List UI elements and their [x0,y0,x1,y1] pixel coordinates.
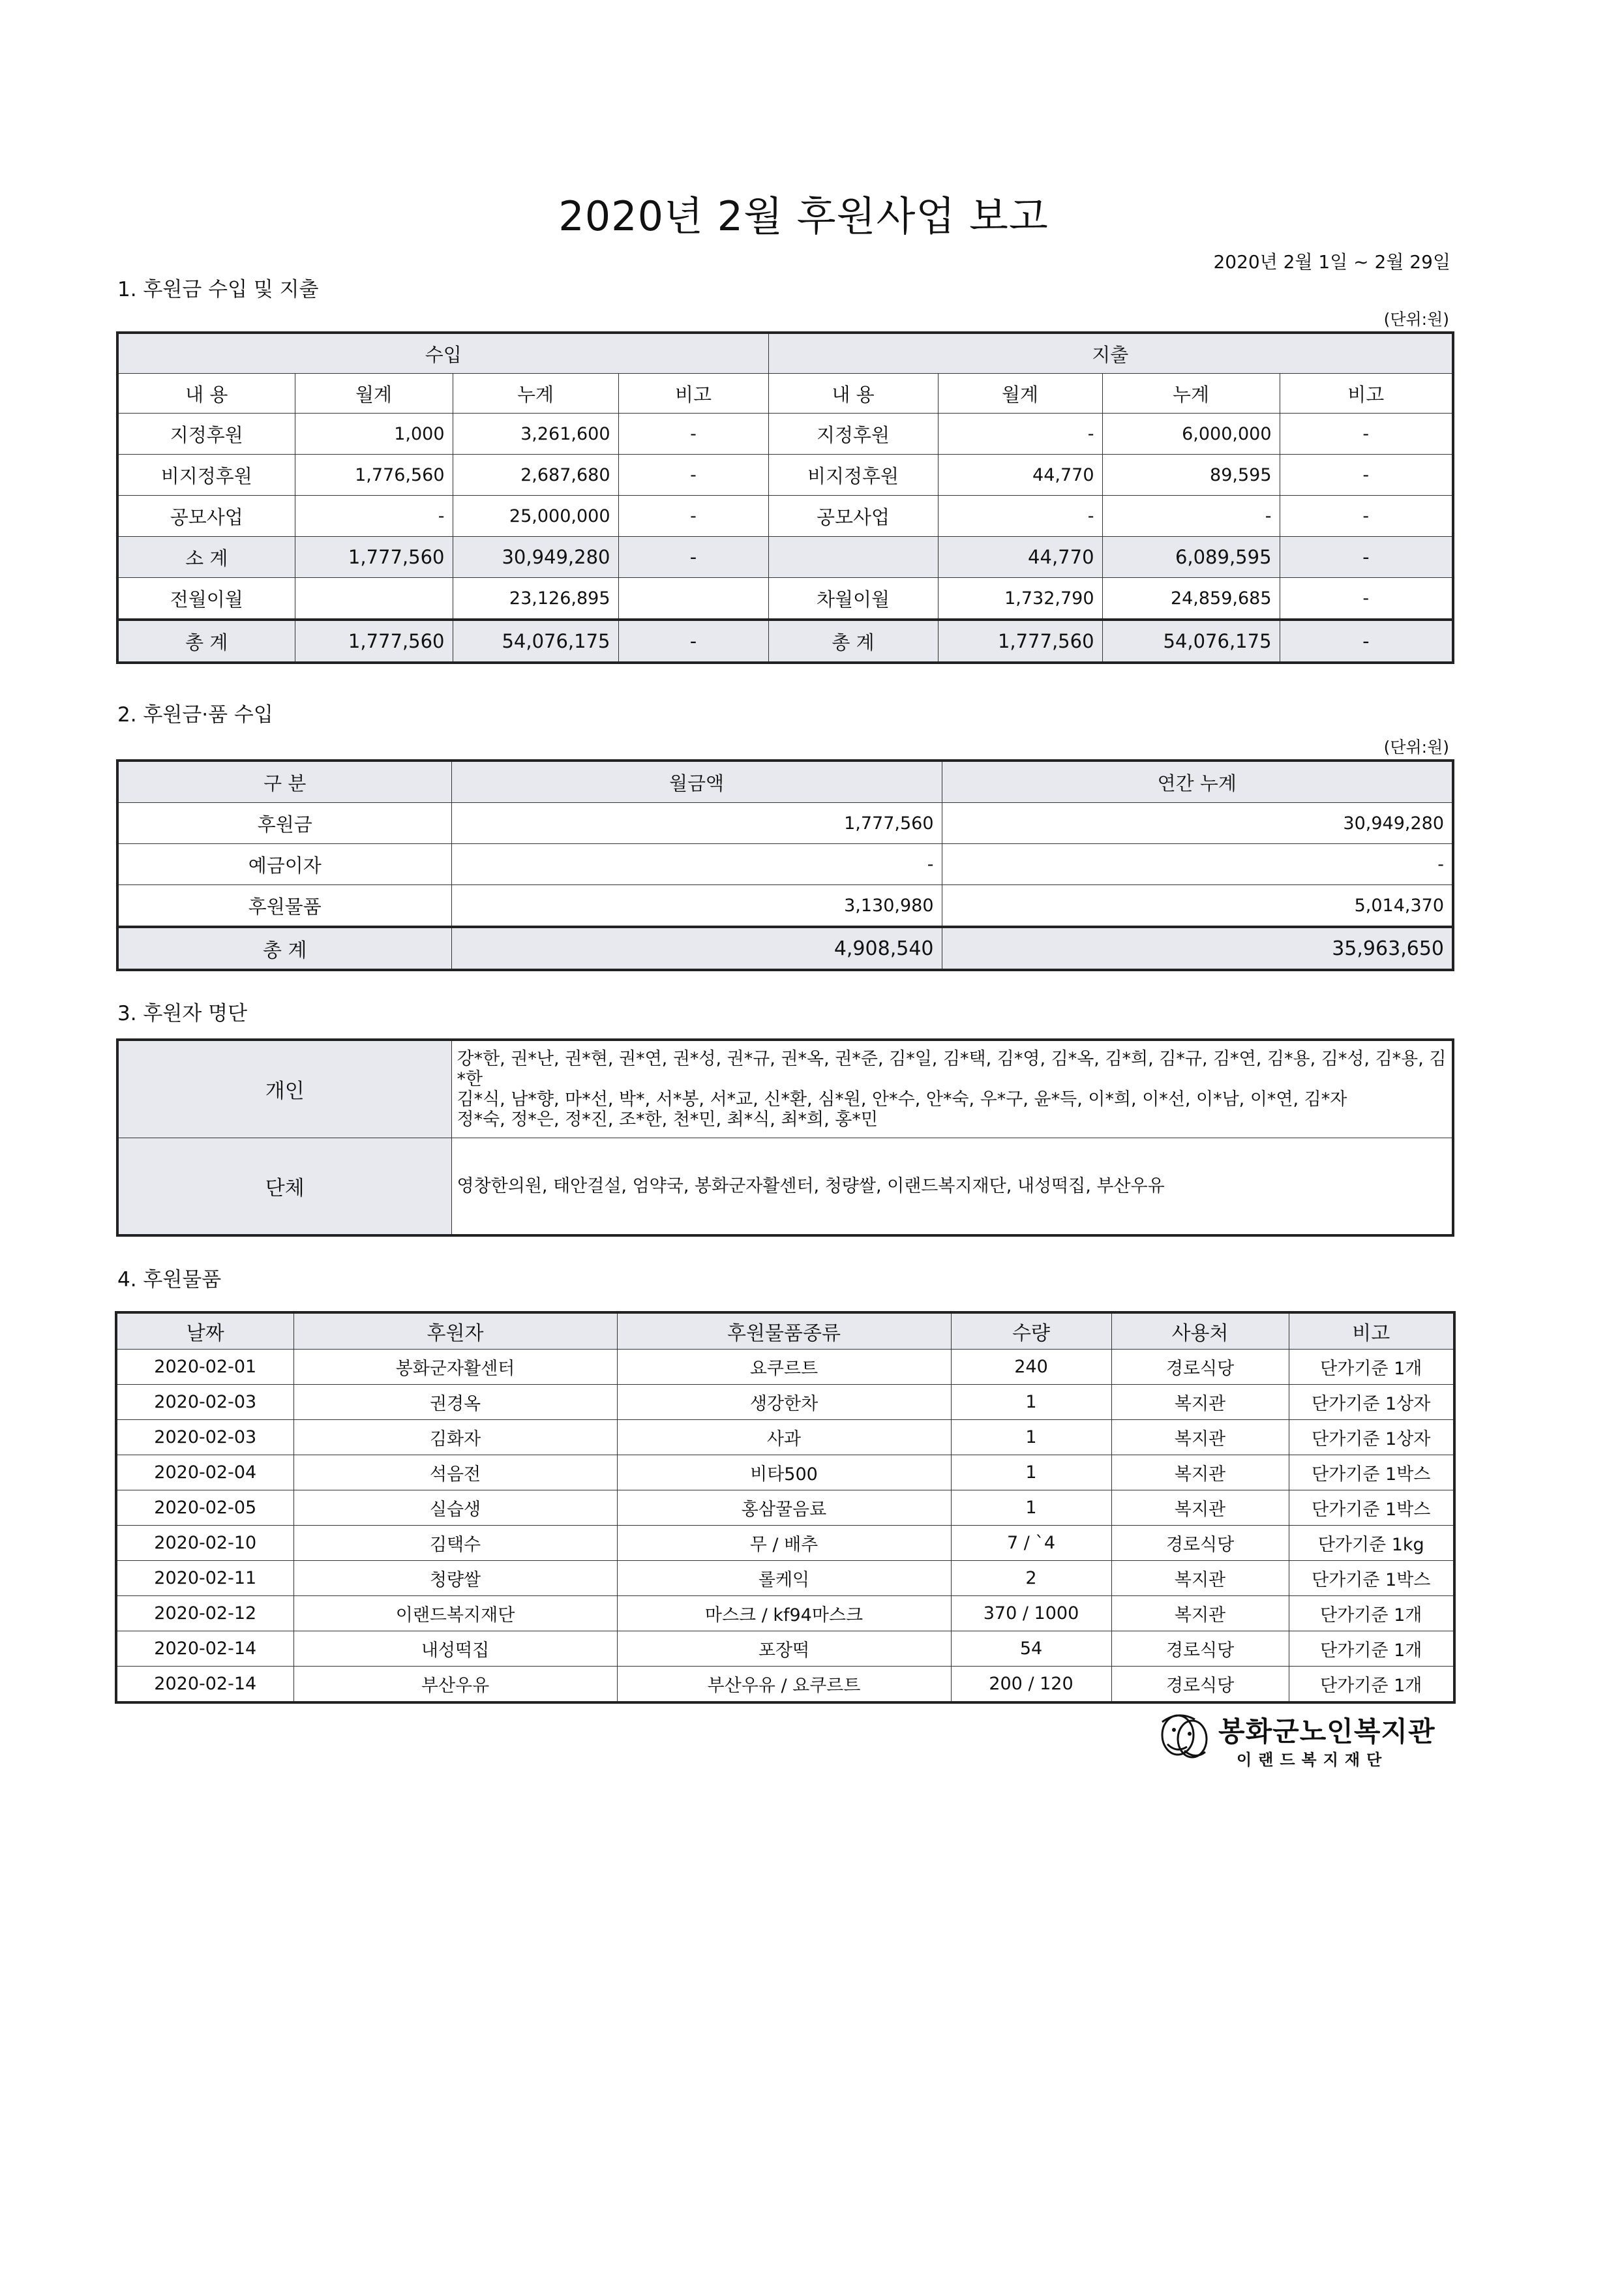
table-cell: 1,777,560 [938,620,1102,663]
table-cell: 총 계 [768,620,938,663]
table-cell [295,578,453,620]
table-cell: 4,908,540 [451,927,942,970]
table-cell: 공모사업 [768,496,938,537]
table-cell: 30,949,280 [453,537,618,578]
table-cell: - [295,496,453,537]
table-cell: 2020-02-03 [116,1385,293,1420]
group-label: 단체 [117,1138,451,1235]
individual-donors-line: 정*숙, 정*은, 정*진, 조*한, 천*민, 최*식, 최*희, 홍*민 [457,1109,878,1130]
table-cell: - [618,537,768,578]
column-header: 사용처 [1111,1312,1289,1350]
expense-header: 지출 [768,333,1453,374]
table-cell: 단가기준 1박스 [1289,1561,1454,1596]
table-cell: - [938,496,1102,537]
page-title: 2020년 2월 후원사업 보고 [558,192,1049,240]
table-cell: 복지관 [1111,1455,1289,1490]
total-row [117,620,1453,663]
table-cell: 김택수 [293,1526,617,1561]
table-cell: 총 계 [117,620,295,663]
table-cell: 240 [951,1350,1111,1385]
individual-row [117,1040,1453,1138]
table-cell: 54,076,175 [453,620,618,663]
table-cell: 6,000,000 [1102,414,1280,455]
table-cell: 1 [951,1420,1111,1455]
table-cell: 7 / `4 [951,1526,1111,1561]
table-cell: 370 / 1000 [951,1596,1111,1631]
table-cell: 후원물품 [117,885,451,928]
table-row [117,455,1453,496]
table-row [116,1561,1454,1596]
table-cell: 청량쌀 [293,1561,617,1596]
table-cell: - [618,414,768,455]
table-row [116,1350,1454,1385]
table-cell: 복지관 [1111,1490,1289,1526]
table-cell: 2020-02-04 [116,1455,293,1490]
column-header: 월계 [295,374,453,414]
table-cell: 마스크 / kf94마스크 [617,1596,951,1631]
table-cell: 3,261,600 [453,414,618,455]
subtotal-row [117,537,1453,578]
table-cell: 2020-02-10 [116,1526,293,1561]
table-cell: 단가기준 1개 [1289,1350,1454,1385]
table-cell: 내성떡집 [293,1631,617,1667]
table-cell: 89,595 [1102,455,1280,496]
table-row [117,578,1453,620]
group-row [117,1138,1453,1235]
table-row [117,803,1453,844]
table-cell: 요쿠르트 [617,1350,951,1385]
table-cell: 2020-02-12 [116,1596,293,1631]
table-cell: - [618,455,768,496]
table-cell: 25,000,000 [453,496,618,537]
table-cell: 단가기준 1개 [1289,1596,1454,1631]
table-cell: 1 [951,1385,1111,1420]
table-cell: 2020-02-01 [116,1350,293,1385]
table-cell: 44,770 [938,455,1102,496]
table-cell: 복지관 [1111,1596,1289,1631]
total-row [117,927,1453,970]
table-cell: 44,770 [938,537,1102,578]
table-cell: - [451,844,942,885]
table-row [116,1667,1454,1703]
table-cell: 1,777,560 [295,537,453,578]
table-cell: 2,687,680 [453,455,618,496]
table-cell: 권경옥 [293,1385,617,1420]
table-row [116,1631,1454,1667]
table-cell: 예금이자 [117,844,451,885]
report-period: 2020년 2월 1일 ~ 2월 29일 [1213,251,1450,273]
table-cell: - [1280,414,1453,455]
column-header: 구 분 [117,761,451,803]
table-cell: 석음전 [293,1455,617,1490]
table-cell: 35,963,650 [942,927,1453,970]
table-cell: 200 / 120 [951,1667,1111,1703]
table-cell [768,537,938,578]
table-cell: 공모사업 [117,496,295,537]
table-cell: 단가기준 1박스 [1289,1455,1454,1490]
table-cell: 3,130,980 [451,885,942,928]
table-cell: 2020-02-14 [116,1667,293,1703]
table-cell: 부산우유 [293,1667,617,1703]
table-cell: 이랜드복지재단 [293,1596,617,1631]
column-header: 내 용 [117,374,295,414]
welfare-center-logo-icon [1158,1710,1213,1764]
column-header: 수량 [951,1312,1111,1350]
table-cell: 경로식당 [1111,1667,1289,1703]
table-cell: - [618,496,768,537]
table-cell: 2020-02-05 [116,1490,293,1526]
individual-label: 개인 [117,1040,451,1138]
column-header: 누계 [453,374,618,414]
table-row [117,496,1453,537]
table-cell: 2 [951,1561,1111,1596]
table-cell: 비지정후원 [117,455,295,496]
table-cell: 복지관 [1111,1561,1289,1596]
table-cell: - [1280,455,1453,496]
table-row [117,844,1453,885]
table-cell: 비지정후원 [768,455,938,496]
table-cell: 단가기준 1박스 [1289,1490,1454,1526]
table-cell [618,578,768,620]
table-cell: 홍삼꿀음료 [617,1490,951,1526]
table-row [116,1385,1454,1420]
section2-heading: 2. 후원금·품 수입 [117,703,273,727]
table-cell: 후원금 [117,803,451,844]
column-header: 후원물품종류 [617,1312,951,1350]
table-cell: 복지관 [1111,1385,1289,1420]
table-cell: 전월이월 [117,578,295,620]
table-cell: 지정후원 [768,414,938,455]
table-cell: 1,000 [295,414,453,455]
column-header: 내 용 [768,374,938,414]
table-cell: - [938,414,1102,455]
table-cell: 6,089,595 [1102,537,1280,578]
table-cell: - [618,620,768,663]
table-cell: 54 [951,1631,1111,1667]
table-cell: 23,126,895 [453,578,618,620]
table-row [116,1455,1454,1490]
table-cell: - [942,844,1453,885]
table-cell: 롤케익 [617,1561,951,1596]
income-header: 수입 [117,333,768,374]
table-cell: 봉화군자활센터 [293,1350,617,1385]
donor-list-table [116,1038,1454,1237]
table-cell: 복지관 [1111,1420,1289,1455]
table-cell: 단가기준 1상자 [1289,1420,1454,1455]
section1-heading: 1. 후원금 수입 및 지출 [117,278,319,301]
table-cell: 비타500 [617,1455,951,1490]
table-cell: 무 / 배추 [617,1526,951,1561]
table-row [116,1420,1454,1455]
table-cell: 1,777,560 [451,803,942,844]
income-expense-table [116,331,1454,664]
group-donors: 영창한의원, 태안걸설, 엄약국, 봉화군자활센터, 청량쌀, 이랜드복지재단, 내성떡집, 부산우유 [451,1138,1453,1235]
table-row [116,1490,1454,1526]
table-cell: 부산우유 / 요쿠르트 [617,1667,951,1703]
table-cell: - [1280,578,1453,620]
table-cell: 포장떡 [617,1631,951,1667]
column-header: 비고 [1289,1312,1454,1350]
column-header: 후원자 [293,1312,617,1350]
table-row [117,885,1453,928]
table-row [116,1596,1454,1631]
logo-name: 봉화군노인복지관 [1218,1715,1435,1747]
column-header: 월계 [938,374,1102,414]
column-header: 비고 [1280,374,1453,414]
table-cell: 단가기준 1상자 [1289,1385,1454,1420]
table-cell: 24,859,685 [1102,578,1280,620]
table-cell: 2020-02-11 [116,1561,293,1596]
column-header: 비고 [618,374,768,414]
unit-label: (단위:원) [1383,310,1449,329]
column-header: 누계 [1102,374,1280,414]
table-row [117,414,1453,455]
table-cell: - [1102,496,1280,537]
individual-donors [451,1040,1453,1138]
table-cell: 경로식당 [1111,1526,1289,1561]
table-cell: 1,777,560 [295,620,453,663]
table-cell: 54,076,175 [1102,620,1280,663]
table-cell: - [1280,496,1453,537]
table-cell: 실습생 [293,1490,617,1526]
table-cell: 2020-02-03 [116,1420,293,1455]
table-cell: 단가기준 1kg [1289,1526,1454,1561]
unit-label: (단위:원) [1383,738,1449,757]
table-cell: 소 계 [117,537,295,578]
table-cell: 차월이월 [768,578,938,620]
table-cell: 1,732,790 [938,578,1102,620]
table-cell: 경로식당 [1111,1631,1289,1667]
table-cell: 단가기준 1개 [1289,1631,1454,1667]
column-header: 월금액 [451,761,942,803]
donation-income-table [116,759,1454,971]
table-cell: - [1280,620,1453,663]
table-cell: 경로식당 [1111,1350,1289,1385]
table-cell: 지정후원 [117,414,295,455]
donated-goods-table [115,1311,1456,1704]
table-cell: 1 [951,1455,1111,1490]
table-cell: 2020-02-14 [116,1631,293,1667]
section3-heading: 3. 후원자 명단 [117,1002,248,1025]
individual-donors-line: 김*식, 남*향, 마*선, 박*, 서*봉, 서*교, 신*환, 심*원, 안*수, 안*숙, 우*구, 윤*득, 이*희, 이*선, 이*남, 이*연, 김*자 [457,1089,1347,1110]
table-cell: 단가기준 1개 [1289,1667,1454,1703]
table-cell: 김화자 [293,1420,617,1455]
section4-heading: 4. 후원물품 [117,1268,222,1292]
table-row [116,1526,1454,1561]
table-cell: 5,014,370 [942,885,1453,928]
table-cell: 30,949,280 [942,803,1453,844]
individual-donors-line: 강*한, 권*난, 권*현, 권*연, 권*성, 권*규, 권*옥, 권*준, 김*일, 김*택, 김*영, 김*옥, 김*희, 김*규, 김*연, 김*용, 김*성, 김*용, 김*한 [457,1048,1447,1089]
table-cell: 총 계 [117,927,451,970]
column-header: 연간 누계 [942,761,1453,803]
logo-subtitle: 이랜드복지재단 [1237,1751,1389,1769]
column-header: 날짜 [116,1312,293,1350]
table-cell: 1 [951,1490,1111,1526]
table-cell: 1,776,560 [295,455,453,496]
table-cell: 사과 [617,1420,951,1455]
table-cell: - [1280,537,1453,578]
table-cell: 생강한차 [617,1385,951,1420]
